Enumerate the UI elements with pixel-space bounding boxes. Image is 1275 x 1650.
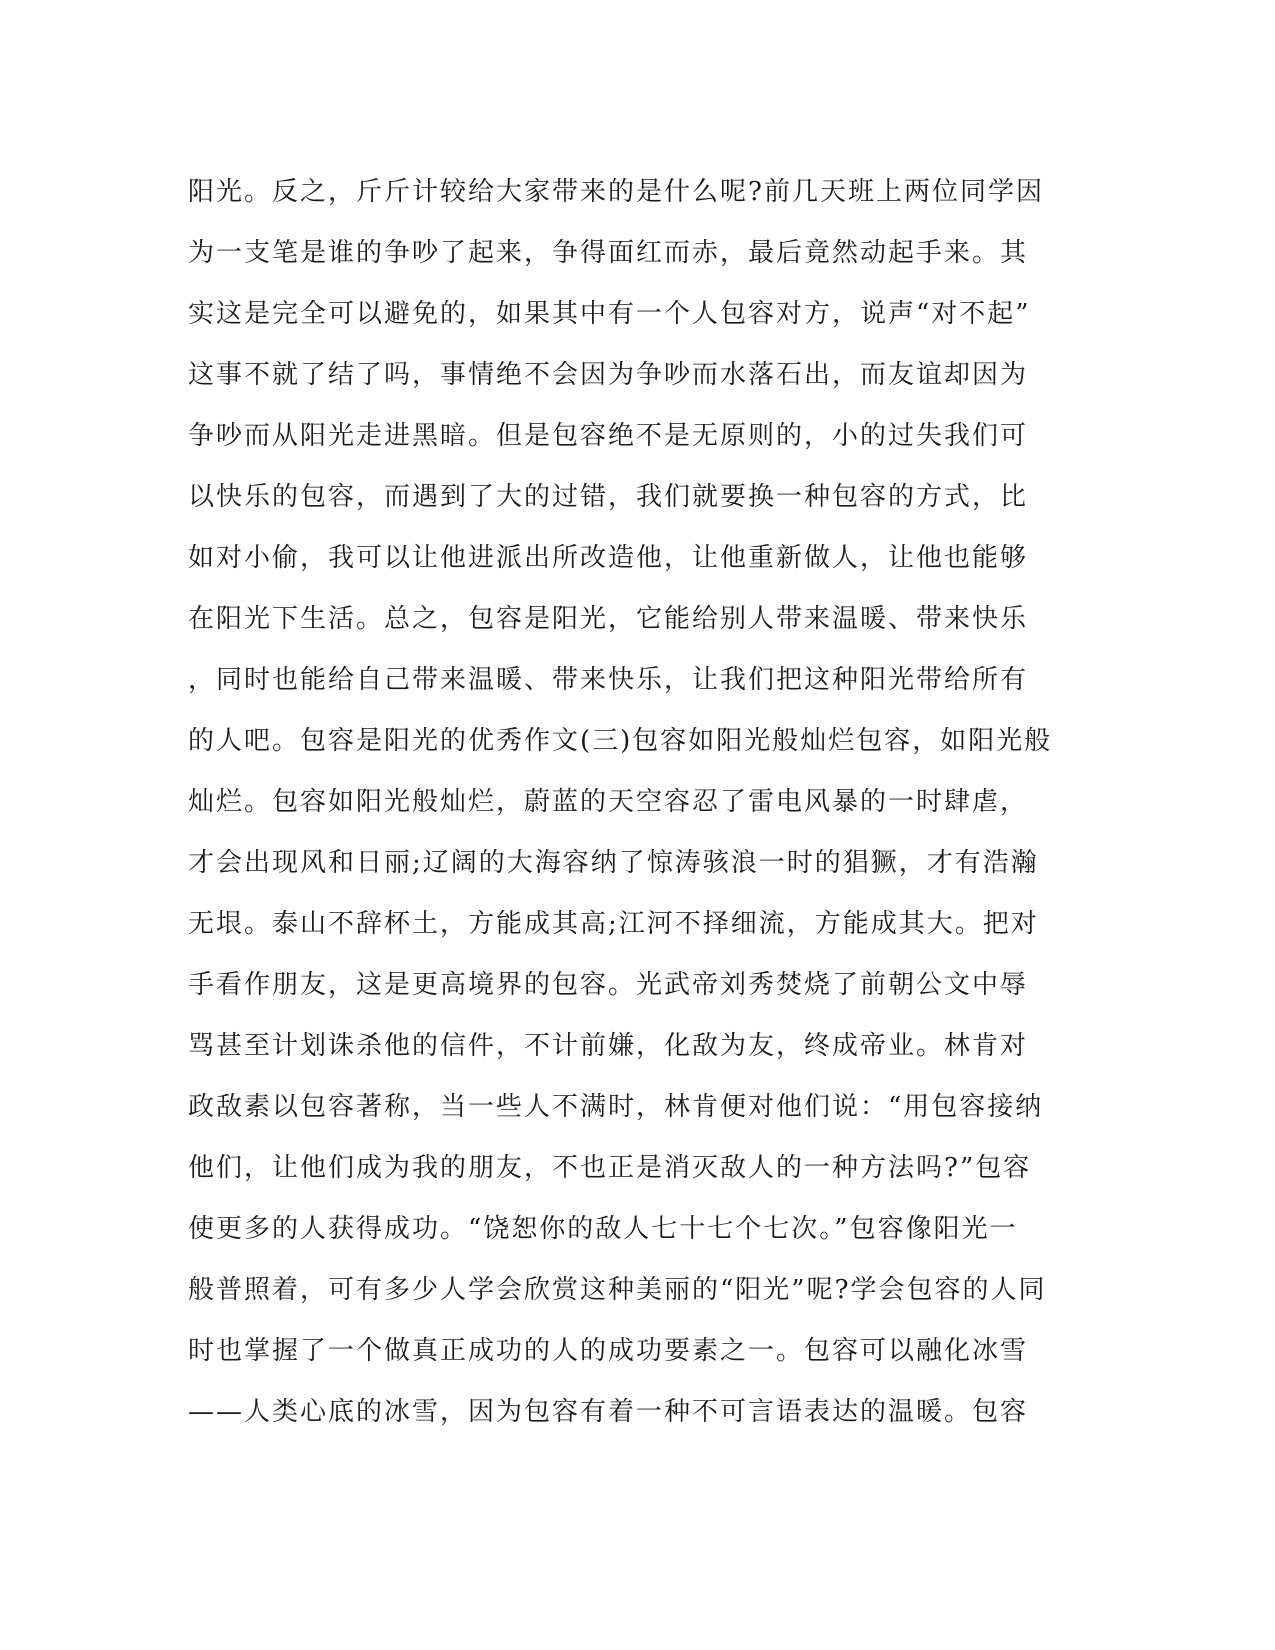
text-line: 为一支笔是谁的争吵了起来，争得面红而赤，最后竟然动起手来。其: [188, 238, 1029, 268]
text-line: ，同时也能给自己带来温暖、带来快乐，让我们把这种阳光带给所有: [188, 665, 1029, 695]
text-line: 实这是完全可以避免的，如果其中有一个人包容对方，说声“对不起”: [188, 299, 1031, 329]
text-line: 以快乐的包容，而遇到了大的过错，我们就要换一种包容的方式，比: [188, 482, 1029, 512]
text-line: 灿烂。包容如阳光般灿烂，蔚蓝的天空容忍了雷电风暴的一时肆虐，: [188, 787, 1029, 817]
text-line: 阳光。反之，斤斤计较给大家带来的是什么呢?前几天班上两位同学因: [188, 177, 1044, 207]
text-line: 才会出现风和日丽;辽阔的大海容纳了惊涛骇浪一时的猖獗，才有浩瀚: [188, 848, 1039, 878]
text-line: 这事不就了结了吗，事情绝不会因为争吵而水落石出，而友谊却因为: [188, 360, 1029, 390]
text-line: 时也掌握了一个做真正成功的人的成功要素之一。包容可以融化冰雪: [188, 1336, 1029, 1366]
text-line: 使更多的人获得成功。“饶恕你的敌人七十七个七次。”包容像阳光一: [188, 1214, 1018, 1244]
text-line: 的人吧。包容是阳光的优秀作文(三)包容如阳光般灿烂包容，如阳光般: [188, 726, 1053, 756]
text-line: 争吵而从阳光走进黑暗。但是包容绝不是无原则的，小的过失我们可: [188, 421, 1029, 451]
text-line: 政敌素以包容著称，当一些人不满时，林肯便对他们说：“用包容接纳: [188, 1092, 1044, 1122]
body-text: [188, 162, 1088, 1443]
text-line: 骂甚至计划诛杀他的信件，不计前嫌，化敌为友，终成帝业。林肯对: [188, 1031, 1029, 1061]
text-line: 他们，让他们成为我的朋友，不也正是消灭敌人的一种方法吗?”包容: [188, 1153, 1032, 1183]
text-line: 般普照着，可有多少人学会欣赏这种美丽的“阳光”呢?学会包容的人同: [188, 1275, 1047, 1305]
text-line: 手看作朋友，这是更高境界的包容。光武帝刘秀焚烧了前朝公文中辱: [188, 970, 1029, 1000]
text-line: 在阳光下生活。总之，包容是阳光，它能给别人带来温暖、带来快乐: [188, 604, 1029, 634]
text-line: ——人类心底的冰雪，因为包容有着一种不可言语表达的温暖。包容: [188, 1397, 1029, 1427]
text-line: 无垠。泰山不辞杯土，方能成其高;江河不择细流，方能成其大。把对: [188, 909, 1039, 939]
text-line: 如对小偷，我可以让他进派出所改造他，让他重新做人，让他也能够: [188, 543, 1029, 573]
